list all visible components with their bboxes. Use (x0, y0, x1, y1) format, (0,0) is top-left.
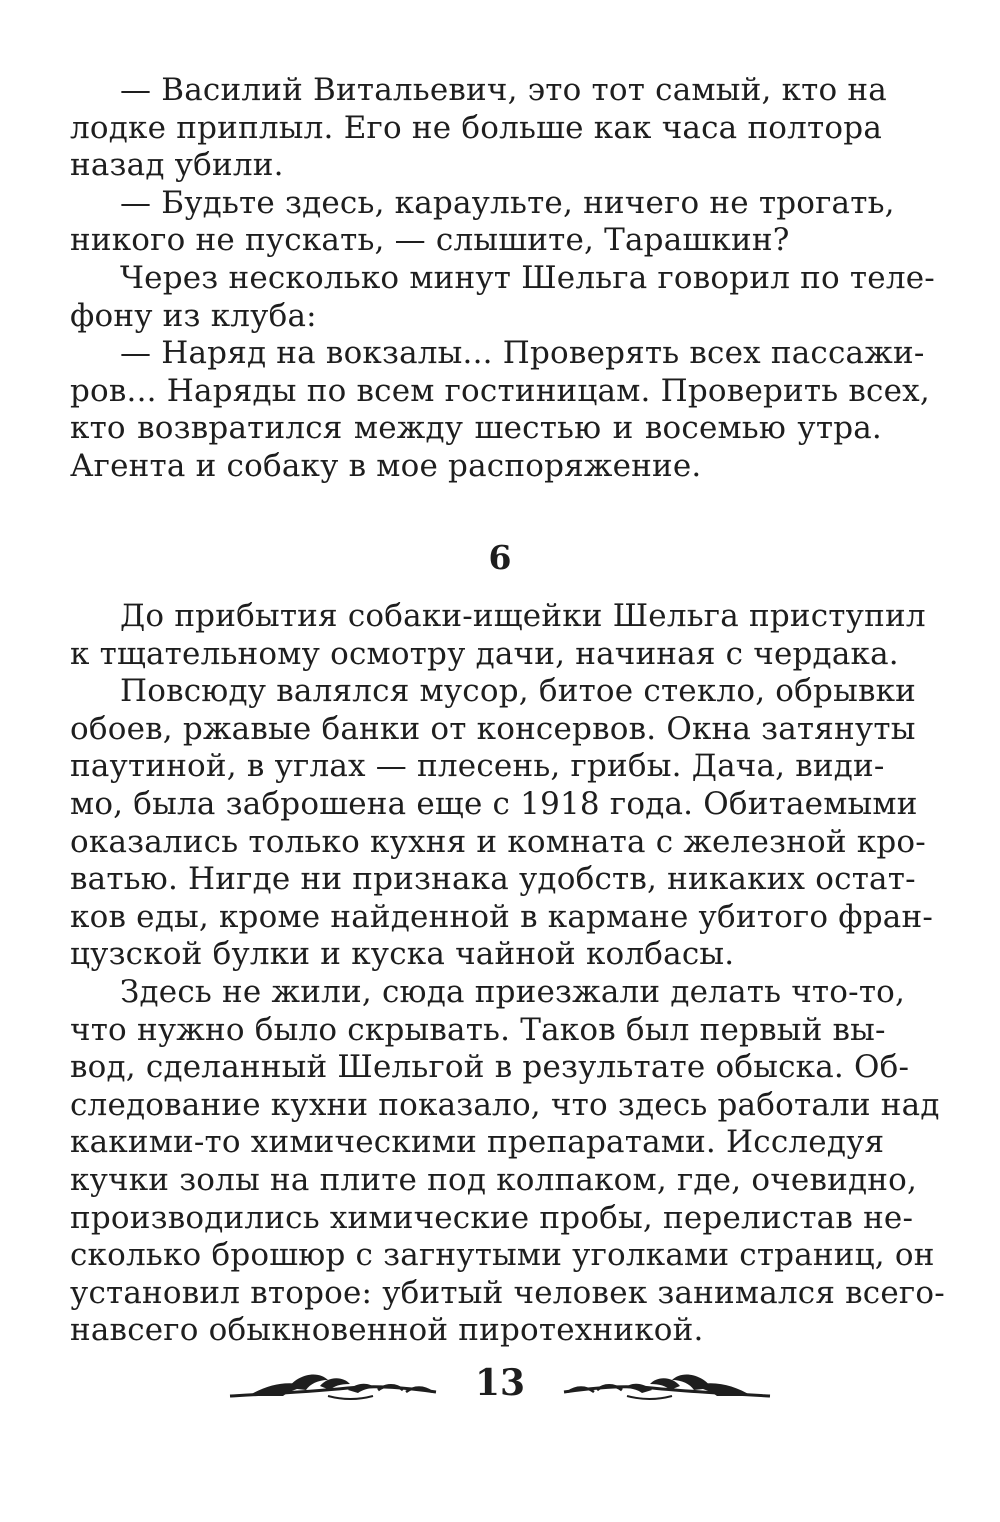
chapter-number: 6 (488, 538, 512, 577)
text-line: ков еды, кроме найденной в кармане убитого фран- (70, 898, 934, 935)
text-line: — Василий Витальевич, это тот самый, кто на (120, 72, 887, 108)
text-line: какими-то химическими препаратами. Исследуя (70, 1124, 885, 1161)
text-line: — Будьте здесь, караульте, ничего не трогать, (120, 184, 895, 221)
right-ornament-icon (562, 1366, 772, 1406)
text-line: установил второе: убитый человек занимался всего- (70, 1274, 945, 1311)
text-line: лодке приплыл. Его не больше как часа полтора (70, 109, 882, 146)
page-number: 13 (474, 1362, 526, 1404)
text-line: оказались только кухня и комната с железной кро- (70, 823, 926, 860)
text-line: навсего обыкновенной пиротехникой. (70, 1312, 704, 1349)
text-line: фону из клуба: (70, 297, 317, 334)
text-line: Через несколько минут Шельга говорил по теле- (120, 259, 935, 296)
left-ornament-icon (228, 1366, 438, 1406)
text-line: производились химические пробы, перелистав не- (70, 1199, 914, 1236)
text-line: До прибытия собаки-ищейки Шельга приступил (120, 598, 926, 634)
text-line: ров... Наряды по всем гостиницам. Проверить всех, (70, 372, 930, 409)
lower-text-block (70, 598, 945, 1350)
text-line: Агента и собаку в мое распоряжение. (70, 447, 702, 484)
text-line: назад убили. (70, 147, 284, 184)
text-line: мо, была заброшена еще с 1918 года. Обитаемыми (70, 785, 918, 822)
text-line: следование кухни показало, что здесь работали над (70, 1086, 940, 1123)
text-line: обоев, ржавые банки от консервов. Окна затянуты (70, 710, 916, 747)
text-line: ватью. Нигде ни признака удобств, никаких остат- (70, 861, 916, 898)
text-line: что нужно было скрывать. Таков был первый вы- (70, 1011, 886, 1048)
text-line: к тщательному осмотру дачи, начиная с чердака. (70, 635, 899, 672)
text-line: — Наряд на вокзалы... Проверять всех пассажи- (120, 335, 925, 372)
text-line: сколько брошюр с загнутыми уголками страниц, он (70, 1237, 935, 1274)
upper-text-block (70, 72, 935, 486)
text-line: никого не пускать, — слышите, Тарашкин? (70, 222, 790, 259)
text-line: Повсюду валялся мусор, битое стекло, обрывки (120, 673, 917, 710)
text-line: Здесь не жили, сюда приезжали делать что-то, (120, 973, 906, 1010)
text-line: кучки золы на плите под колпаком, где, очевидно, (70, 1161, 918, 1198)
text-line: цузской булки и куска чайной колбасы. (70, 936, 735, 973)
text-line: кто возвратился между шестью и восемью утра. (70, 410, 882, 447)
page-footer (0, 1356, 1000, 1426)
text-line: вод, сделанный Шельгой в результате обыска. Об- (70, 1049, 910, 1086)
text-line: паутиной, в углах — плесень, грибы. Дача, види- (70, 748, 885, 785)
